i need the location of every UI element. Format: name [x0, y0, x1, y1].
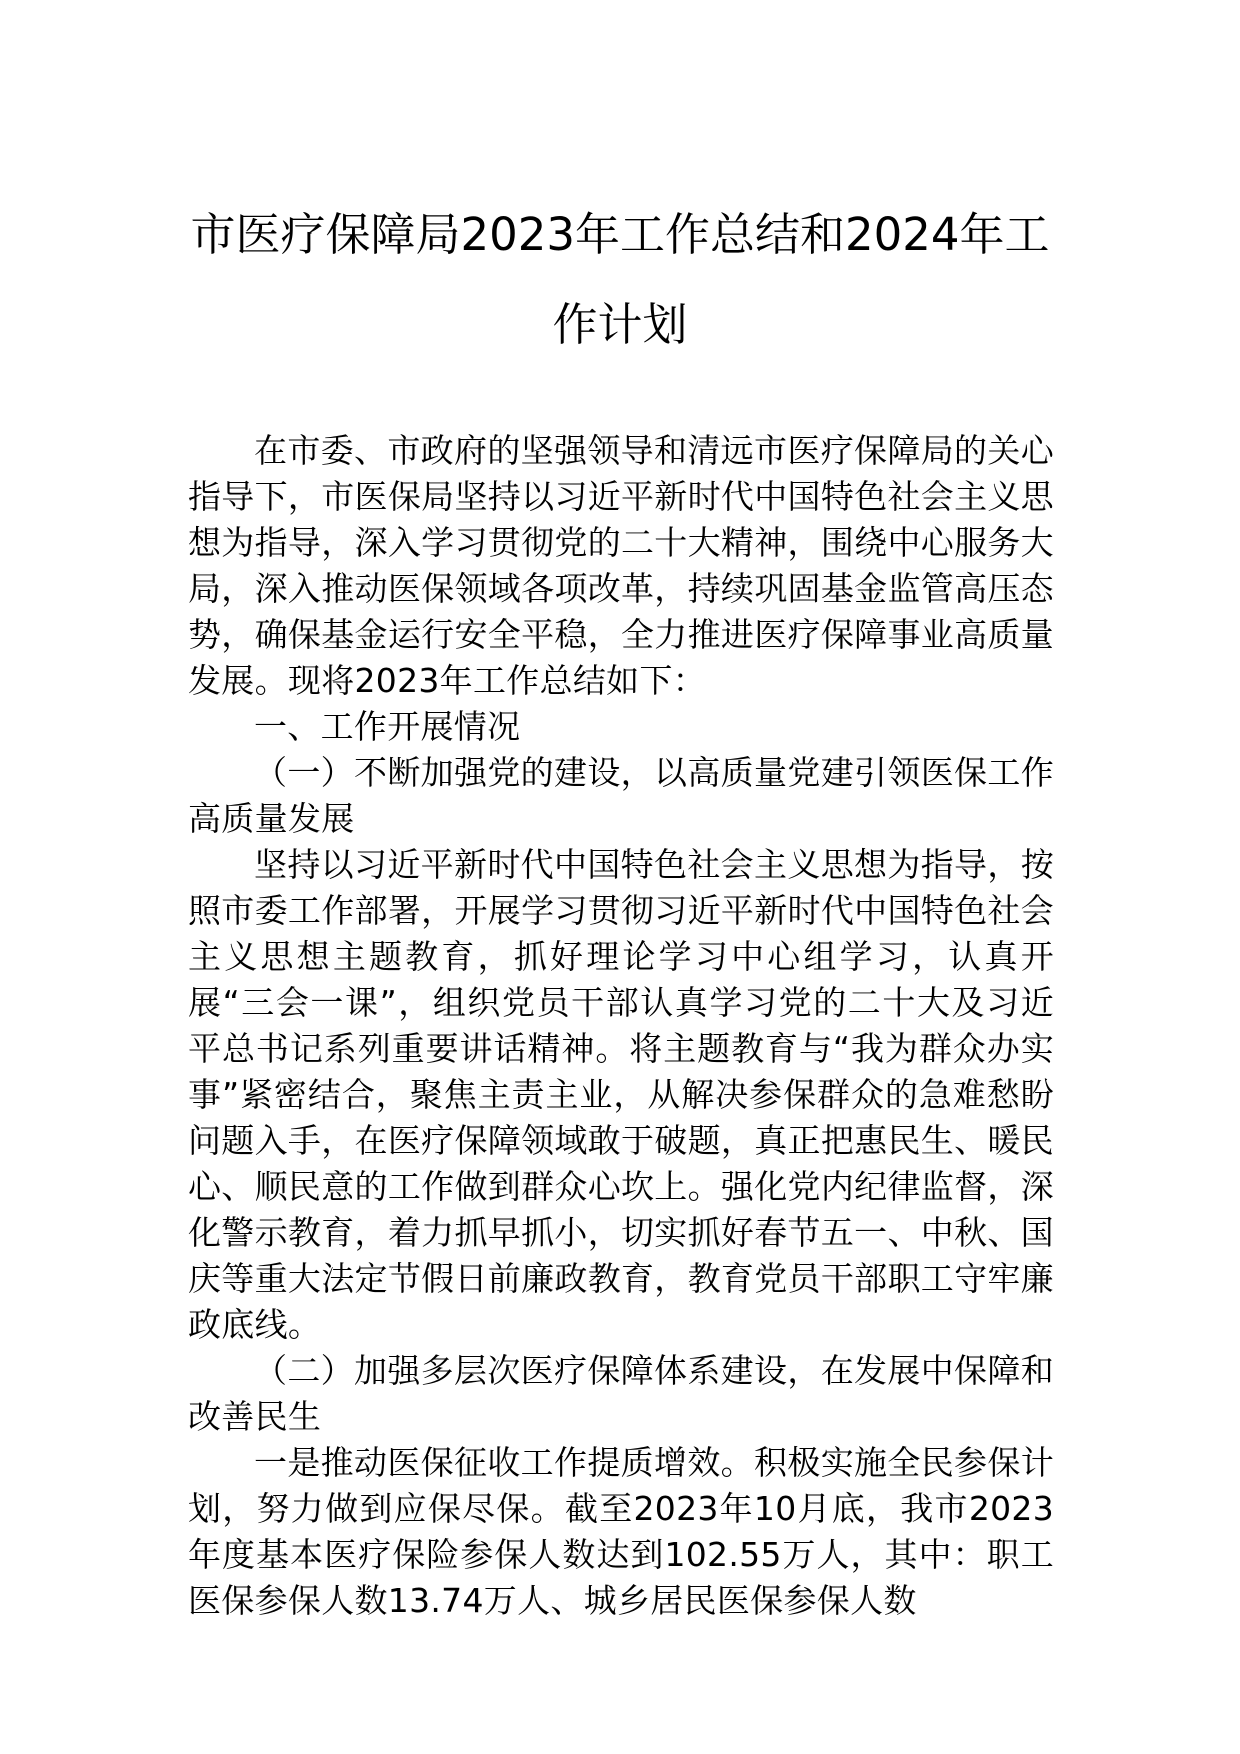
body-paragraph-party-building: 坚持以习近平新时代中国特色社会主义思想为指导，按照市委工作部署，开展学习贯彻习近平新时代中国特色社会主义思想主题教育，抓好理论学习中心组学习，认真开展“三会一课”，组织党员干部认真学习党的二十大及习近平总书记系列重要讲话精神。将主题教育与“我为群众办实事”紧密结合，聚焦主责主业，从解决参保群众的急难愁盼问题入手，在医疗保障领域敢于破题，真正把惠民生、暖民心、顺民意的工作做到群众心坎上。强化党内纪律监督，深化警示教育，着力抓早抓小，切实抓好春节五一、中秋、国庆等重大法定节假日前廉政教育，教育党员干部职工守牢廉政底线。 [188, 845, 1054, 1344]
document-body [188, 428, 1054, 1624]
subsection-heading-1: （一）不断加强党的建设，以高质量党建引领医保工作高质量发展 [188, 753, 1054, 838]
intro-paragraph: 在市委、市政府的坚强领导和清远市医疗保障局的关心指导下，市医保局坚持以习近平新时代中国特色社会主义思想为指导，深入学习贯彻党的二十大精神，围绕中心服务大局，深入推动医保领域各项改革，持续巩固基金监管高压态势，确保基金运行安全平稳，全力推进医疗保障事业高质量发展。现将2023年工作总结如下： [188, 431, 1054, 700]
body-paragraph-insurance-collection: 一是推动医保征收工作提质增效。积极实施全民参保计划，努力做到应保尽保。截至2023年10月底，我市2023年度基本医疗保险参保人数达到102.55万人，其中：职工医保参保人数13.74万人、城乡居民医保参保人数 [188, 1443, 1054, 1620]
section-heading-1: 一、工作开展情况 [254, 707, 521, 746]
subsection-heading-2: （二）加强多层次医疗保障体系建设，在发展中保障和改善民生 [188, 1351, 1054, 1436]
document-title: 市医疗保障局2023年工作总结和2024年工作计划 [190, 208, 1050, 351]
